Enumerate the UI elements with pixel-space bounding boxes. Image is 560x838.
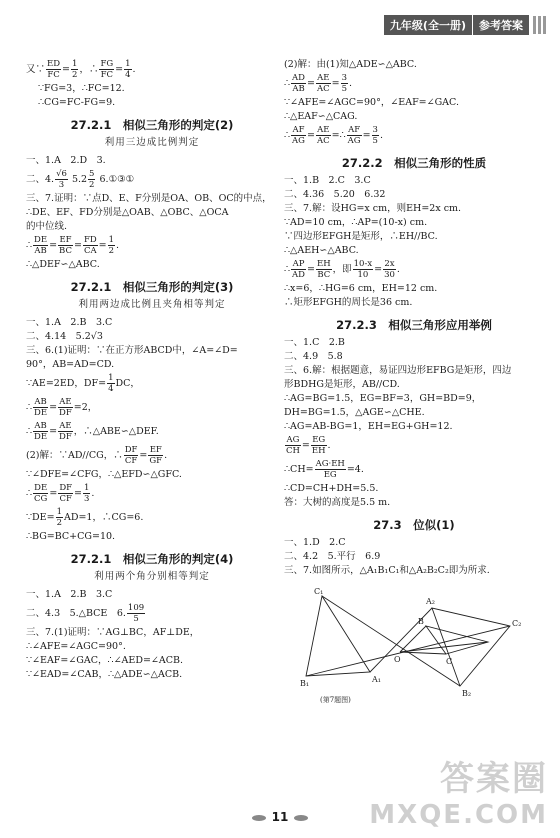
section-title: 27.2.3 相似三角形应用举例 — [336, 318, 492, 332]
section-subtitle: 利用三边成比例判定 — [104, 137, 200, 148]
answer-line: (2)解：∵AD//CG，∴ $\frac{DF}{CF}$ = $\frac{EF}{GF}$ . — [26, 445, 168, 466]
triangle-abc — [426, 626, 488, 654]
answer-line: 又∵ $\frac{ED}{FC}$ = $\frac{1}{2}$ ，∴ $\frac{FG}{FC}$ = $\frac{1}{4}$ . — [26, 59, 136, 80]
answer-line: ∴AG=BG=1.5，EG=BF=3，GH=BD=9， — [284, 393, 482, 404]
answer-line: ∵∠EAF=∠GAC，∴∠AED=∠ACB. — [26, 655, 183, 666]
answer-line: ∴BG=BC+CG=10. — [26, 531, 116, 542]
answer-line: 三、7.(1)证明：∵AG⊥BC，AF⊥DE， — [26, 627, 200, 638]
leaf-left-icon — [252, 815, 266, 821]
leaf-right-icon — [294, 815, 308, 821]
page-header — [384, 14, 546, 36]
answer-line: ∴AG=AB-BG=1，EH=EG+GH=12. — [284, 421, 453, 432]
section-subtitle: 利用两边成比例且夹角相等判定 — [78, 299, 226, 310]
answer-line: 一、1.D 2.C — [284, 537, 346, 548]
answer-line: ∴ $\frac{AF}{AG}$ = $\frac{AE}{AC}$ =∴ $\frac{AF}{AG}$ = $\frac{3}{5}$ . — [284, 125, 383, 146]
answer-line: DH=BG=1.5，△AGE∽△CHE. — [284, 407, 425, 418]
answer-line: 一、1.A 2.D 3. — [26, 155, 106, 166]
right-column — [284, 58, 544, 709]
answer-line: ∴△DEF∽△ABC. — [26, 259, 100, 270]
left-column — [26, 58, 278, 682]
section-title: 27.2.1 相似三角形的判定(3) — [70, 280, 234, 294]
answer-line: ∴DE、EF、FD分别是△OAB、△OBC、△OCA — [26, 207, 229, 218]
answer-line: ∴ $\frac{AD}{AB}$ = $\frac{AE}{AC}$ = $\frac{3}{5}$ . — [284, 73, 353, 94]
answer-line: 二、4.14 5.2√3 — [26, 331, 103, 342]
section-title: 27.3 位似(1) — [373, 518, 455, 532]
answer-line: ∴x=6，∴HG=6 cm，EH=12 cm. — [284, 283, 438, 294]
answer-line: 二、4.36 5.20 6.32 — [284, 189, 386, 200]
triangle-a1b1c1 — [306, 596, 370, 676]
answer-line: 三、6.解：根据题意，易证四边形EFBG是矩形，四边 — [284, 365, 512, 376]
section-title: 27.2.1 相似三角形的判定(2) — [70, 118, 234, 132]
answer-line: 一、1.C 2.B — [284, 337, 345, 348]
answer-line: 一、1.B 2.C 3.C — [284, 175, 371, 186]
answer-line: 三、7.证明：∵点D、E、F分别是OA、OB、OC的中点， — [26, 193, 272, 204]
answer-line: ∵DE= $\frac{1}{2}$ AD=1，∴CG=6. — [26, 507, 144, 528]
answer-line: 二、4.9 5.8 — [284, 351, 343, 362]
watermark-logo — [369, 751, 548, 830]
answer-line: 的中位线. — [26, 221, 68, 232]
answer-line: 一、1.A 2.B 3.C — [26, 317, 113, 328]
answer-line: 90°，AB=AD=CD. — [26, 359, 115, 370]
answer-line: ∵四边形EFGH是矩形，∴EH//BC. — [284, 231, 438, 242]
answer-line: ∴△AEH∽△ABC. — [284, 245, 359, 256]
answer-line: 三、6.(1)证明：∵在正方形ABCD中，∠A=∠D= — [26, 345, 238, 356]
section-subtitle: 利用两个角分别相等判定 — [94, 571, 210, 582]
label-o: O — [394, 655, 401, 664]
answer-line: 二、4.3 5.△BCE 6. $\frac{109}{5}$ — [26, 603, 145, 624]
answer-line: 二、4. $\frac{√6}{3}$ 5.2 $\frac{5}{2}$ 6.①③① — [26, 169, 135, 190]
label-b1: B₁ — [300, 679, 310, 688]
answer-line: 一、1.A 2.B 3.C — [26, 589, 113, 600]
answer-line: ∴ $\frac{AP}{AD}$ = $\frac{EH}{BC}$ ，即 $\frac{10-x}{10}$ = $\frac{2x}{30}$ . — [284, 259, 400, 280]
answer-line: ∴CH= $\frac{AG\cdot EH}{EG}$ =4. — [284, 459, 364, 480]
watermark-url: MXQE.COM — [369, 800, 548, 830]
page-number: 11 — [271, 810, 289, 824]
answer-line: ∵AD=10 cm，∴AP=(10-x) cm. — [284, 217, 428, 228]
answer-line: ∴矩形EFGH的周长是36 cm. — [284, 297, 413, 308]
homothety-figure — [300, 582, 528, 704]
label-c1: C₁ — [314, 587, 324, 596]
label-a: B — [418, 617, 424, 626]
answer-line: ∴ $\frac{AB}{DE}$ = $\frac{AE}{DF}$ ，∴△ABE∽△DEF. — [26, 421, 159, 442]
answer-line: ∵∠EAD=∠CAB，∴△ADE∽△ACB. — [26, 669, 183, 680]
answer-line: ∴ $\frac{DE}{AB}$ = $\frac{EF}{BC}$ = $\frac{FD}{CA}$ = $\frac{1}{2}$ . — [26, 235, 120, 256]
header-decoration — [531, 14, 546, 36]
label-b2: B₂ — [462, 689, 472, 698]
figure-caption: (第7题图) — [320, 696, 351, 704]
answer-line: ∵AE=2ED，DF= $\frac{1}{4}$ DC， — [26, 373, 140, 394]
section-title: 27.2.1 相似三角形的判定(4) — [70, 552, 234, 566]
answer-line: ∴CD=CH+DH=5.5. — [284, 483, 379, 494]
answer-line: 形BDHG是矩形，AB//CD. — [284, 379, 400, 390]
answer-line: 三、7.如图所示，△A₁B₁C₁和△A₂B₂C₂即为所求. — [284, 565, 490, 576]
answer-line: ∴△EAF∽△CAG. — [284, 111, 358, 122]
answer-line: ∴ $\frac{DE}{CG}$ = $\frac{DF}{CF}$ = $\frac{1}{3}$ . — [26, 483, 95, 504]
answer-line: ∵FG=3，∴FC=12. — [38, 83, 125, 94]
label-a2: A₂ — [426, 597, 435, 606]
label-a1: A₁ — [372, 675, 381, 684]
header-grade: 九年级(全一册) — [384, 15, 472, 35]
answer-line: ∵∠AFE=∠AGC=90°，∠EAF=∠GAC. — [284, 97, 459, 108]
watermark-text: 答案圈 — [440, 759, 548, 799]
answer-line: 三、7.解：设HG=x cm，则EH=2x cm. — [284, 203, 462, 214]
answer-line: 二、4.2 5.平行 6.9 — [284, 551, 381, 562]
answer-line: ∵∠DFE=∠CFG，∴△EFD∽△GFC. — [26, 469, 182, 480]
answer-line: (2)解：由(1)知△ADE∽△ABC. — [284, 59, 417, 70]
answer-line: ∴ $\frac{AB}{DE}$ = $\frac{AE}{DF}$ =2， — [26, 397, 98, 418]
answer-line: ∴∠AFE=∠AGC=90°. — [26, 641, 126, 652]
label-c: C — [446, 657, 453, 666]
answer-line: ∴CG=FC-FG=9. — [38, 97, 116, 108]
answer-line: $\frac{AG}{CH}$ = $\frac{EG}{EH}$ . — [286, 435, 331, 456]
section-title: 27.2.2 相似三角形的性质 — [341, 156, 487, 170]
header-title: 参考答案 — [473, 15, 529, 35]
label-c2: C₂ — [512, 619, 522, 628]
answer-line: 答：大树的高度是5.5 m. — [284, 497, 391, 508]
